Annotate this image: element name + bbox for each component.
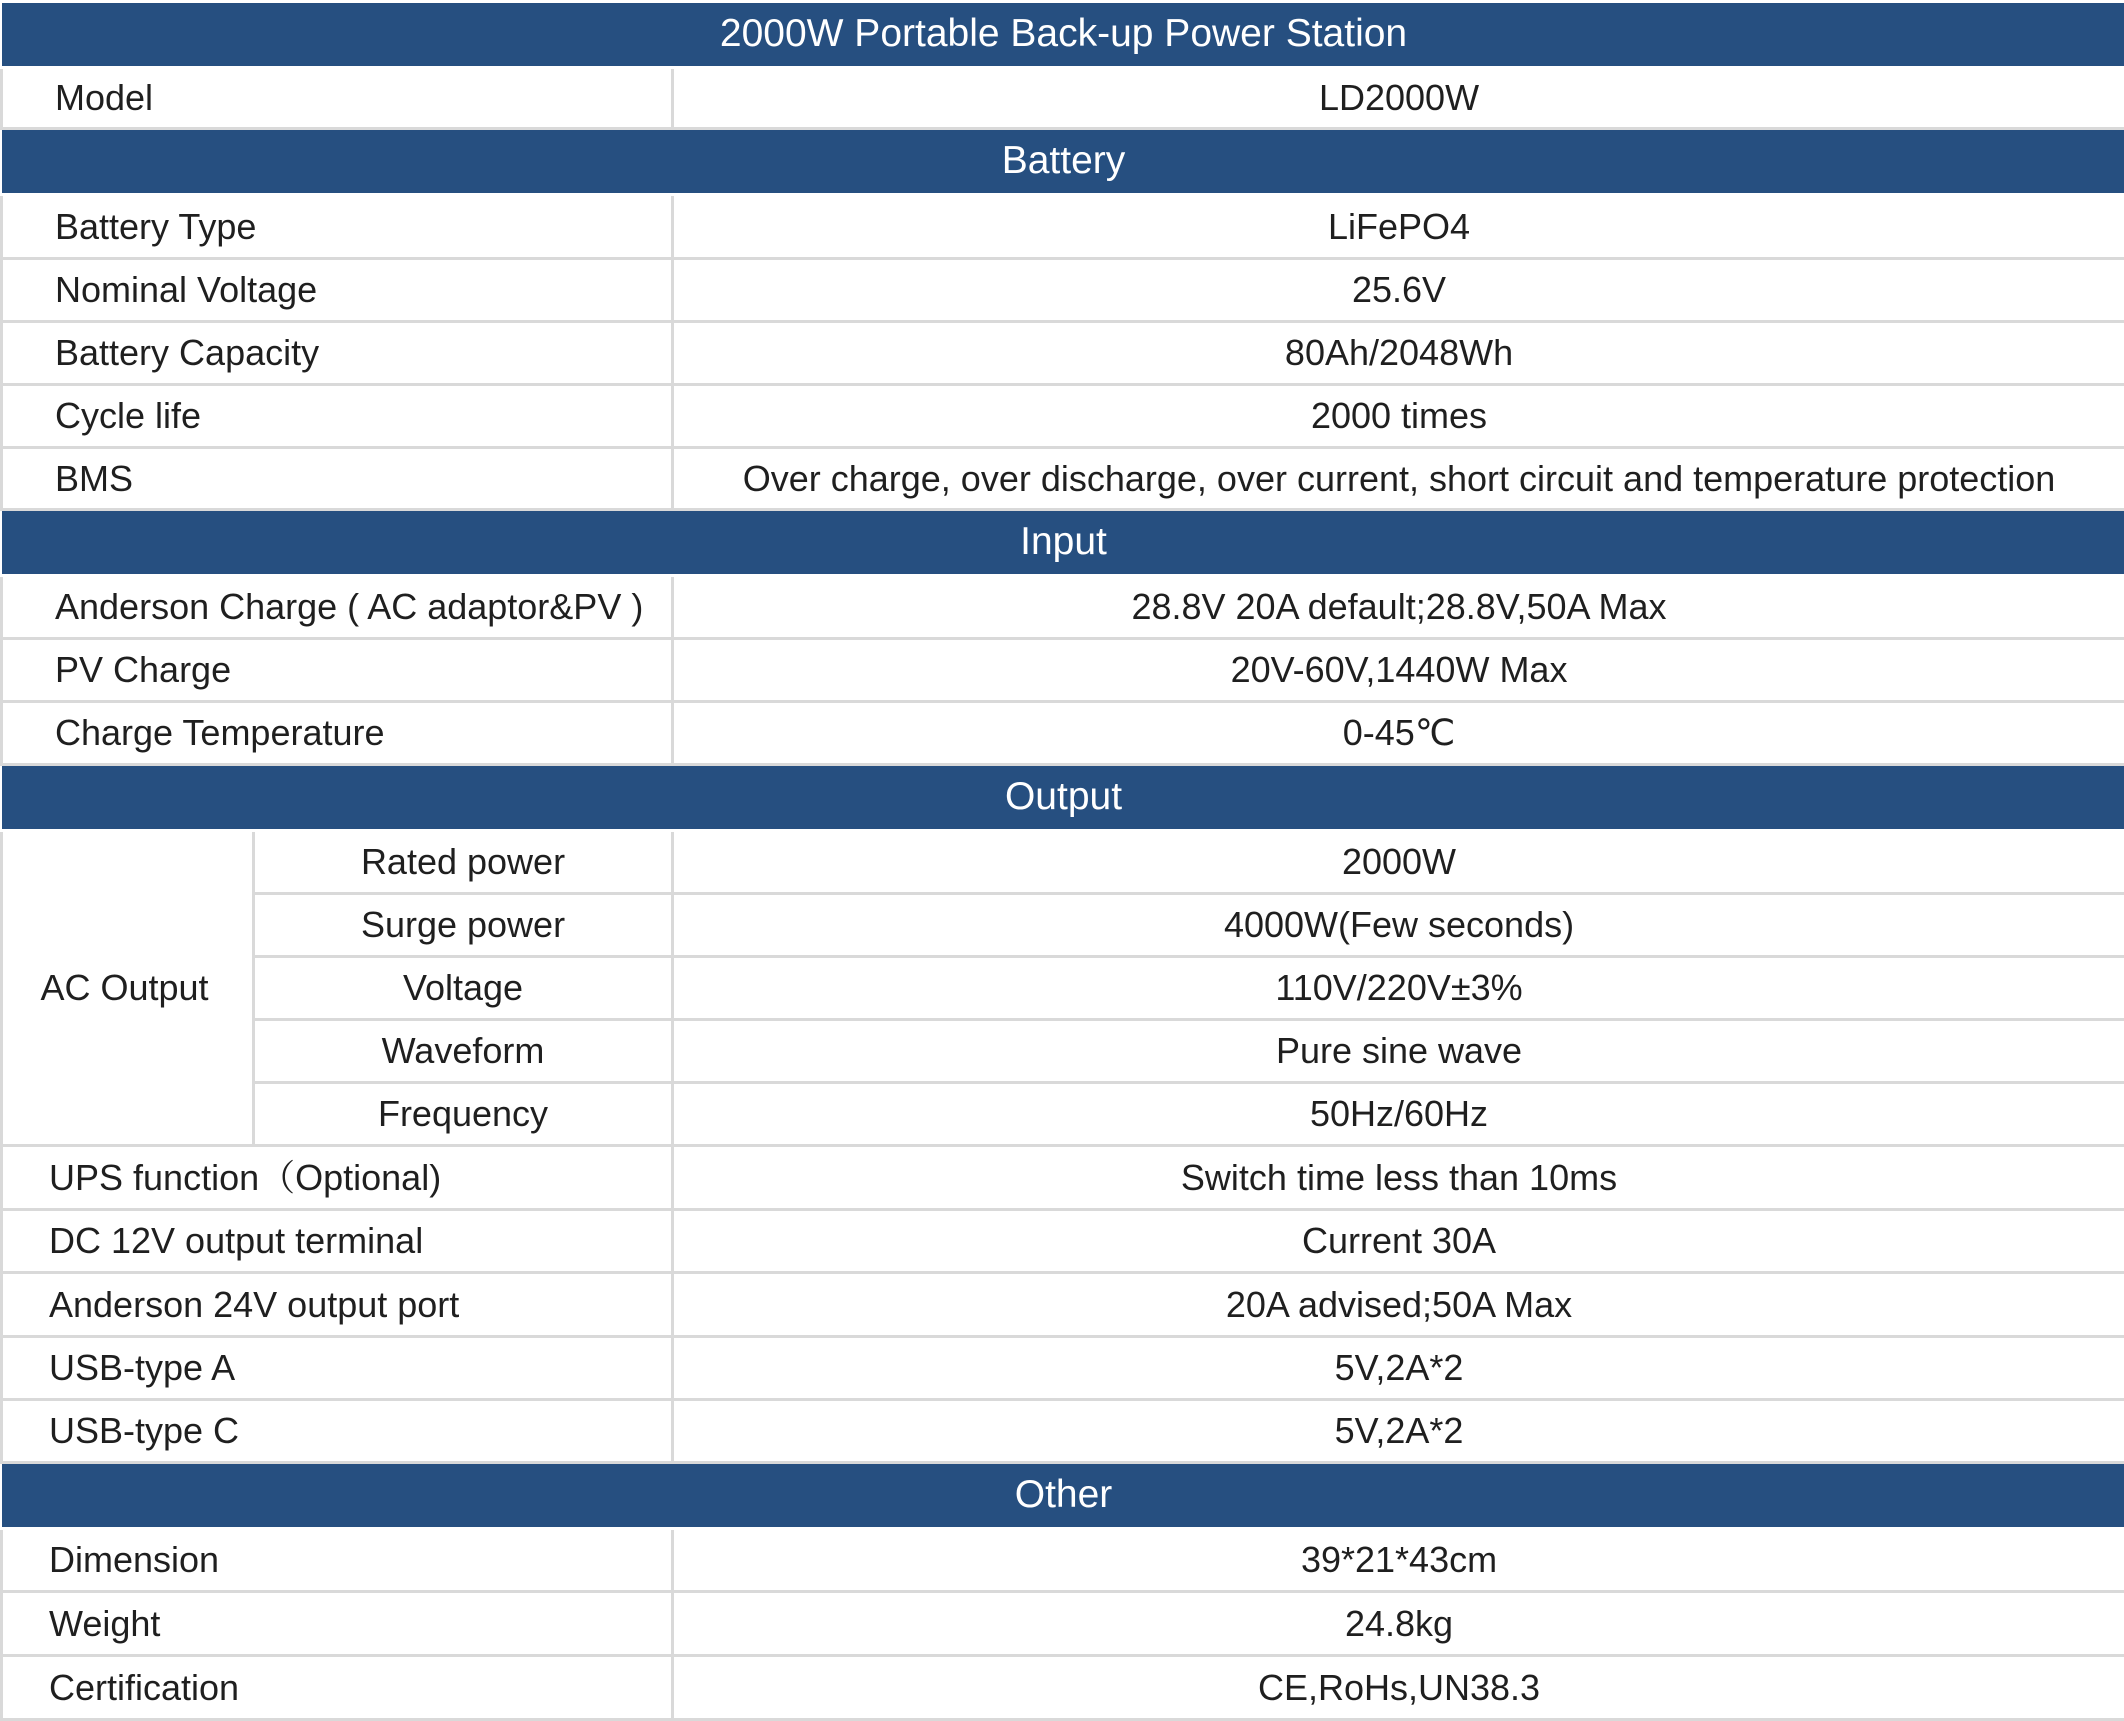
row-label: Cycle life [2, 385, 673, 448]
table-row [2, 1656, 2124, 1720]
table-row [2, 957, 2124, 1020]
row-label: BMS [2, 448, 673, 510]
section-header-battery [2, 129, 2124, 195]
table-row [2, 1529, 2124, 1592]
row-value: 110V/220V±3% [673, 957, 2124, 1020]
row-value: 4000W(Few seconds) [673, 894, 2124, 957]
row-value: 2000W [673, 831, 2124, 894]
row-value: 28.8V 20A default;28.8V,50A Max [673, 576, 2124, 639]
row-label: Anderson 24V output port [2, 1273, 673, 1337]
row-label: Voltage [254, 957, 673, 1020]
table-row [2, 702, 2124, 765]
table-row [2, 1337, 2124, 1400]
table-row [2, 1020, 2124, 1083]
table-row [2, 1210, 2124, 1273]
row-label: Waveform [254, 1020, 673, 1083]
table-row [2, 576, 2124, 639]
row-value: 50Hz/60Hz [673, 1083, 2124, 1146]
row-value: Current 30A [673, 1210, 2124, 1273]
section-title-battery: Battery [2, 129, 2124, 195]
model-value: LD2000W [673, 68, 2124, 129]
row-value: 25.6V [673, 259, 2124, 322]
row-label: Battery Type [2, 195, 673, 259]
row-label: Certification [2, 1656, 673, 1720]
section-title-output: Output [2, 765, 2124, 831]
section-title-input: Input [2, 510, 2124, 576]
ac-output-label: AC Output [2, 831, 254, 1146]
row-value: Pure sine wave [673, 1020, 2124, 1083]
table-row [2, 385, 2124, 448]
section-header-other [2, 1463, 2124, 1529]
section-header-output [2, 765, 2124, 831]
section-title-other: Other [2, 1463, 2124, 1529]
row-value: LiFePO4 [673, 195, 2124, 259]
model-label: Model [2, 68, 673, 129]
row-label: Dimension [2, 1529, 673, 1592]
row-value: 20A advised;50A Max [673, 1273, 2124, 1337]
row-value: 2000 times [673, 385, 2124, 448]
table-row [2, 259, 2124, 322]
row-value: 39*21*43cm [673, 1529, 2124, 1592]
row-value: 80Ah/2048Wh [673, 322, 2124, 385]
row-label: Rated power [254, 831, 673, 894]
row-label: Battery Capacity [2, 322, 673, 385]
table-row [2, 448, 2124, 510]
table-row [2, 1592, 2124, 1656]
row-label: UPS function（Optional) [2, 1146, 673, 1210]
table-row [2, 1400, 2124, 1463]
table-row [2, 1146, 2124, 1210]
row-label: DC 12V output terminal [2, 1210, 673, 1273]
row-value: 20V-60V,1440W Max [673, 639, 2124, 702]
row-label: PV Charge [2, 639, 673, 702]
table-row [2, 894, 2124, 957]
row-label: Charge Temperature [2, 702, 673, 765]
table-row [2, 322, 2124, 385]
table-row [2, 1273, 2124, 1337]
row-value: Over charge, over discharge, over current, short circuit and temperature protection [673, 448, 2124, 510]
section-header-input [2, 510, 2124, 576]
table-row [2, 1083, 2124, 1146]
table-row [2, 195, 2124, 259]
table-row [2, 831, 2124, 894]
row-label: USB-type A [2, 1337, 673, 1400]
page-title: 2000W Portable Back-up Power Station [2, 2, 2124, 68]
row-label: Weight [2, 1592, 673, 1656]
row-label: Nominal Voltage [2, 259, 673, 322]
row-label: Frequency [254, 1083, 673, 1146]
row-value: 5V,2A*2 [673, 1337, 2124, 1400]
row-value: CE,RoHs,UN38.3 [673, 1656, 2124, 1720]
row-label: Anderson Charge ( AC adaptor&PV ) [2, 576, 673, 639]
row-label: USB-type C [2, 1400, 673, 1463]
row-value: 5V,2A*2 [673, 1400, 2124, 1463]
model-row [2, 68, 2124, 129]
row-value: Switch time less than 10ms [673, 1146, 2124, 1210]
table-row [2, 639, 2124, 702]
row-label: Surge power [254, 894, 673, 957]
row-value: 24.8kg [673, 1592, 2124, 1656]
title-row [2, 2, 2124, 68]
row-value: 0-45℃ [673, 702, 2124, 765]
